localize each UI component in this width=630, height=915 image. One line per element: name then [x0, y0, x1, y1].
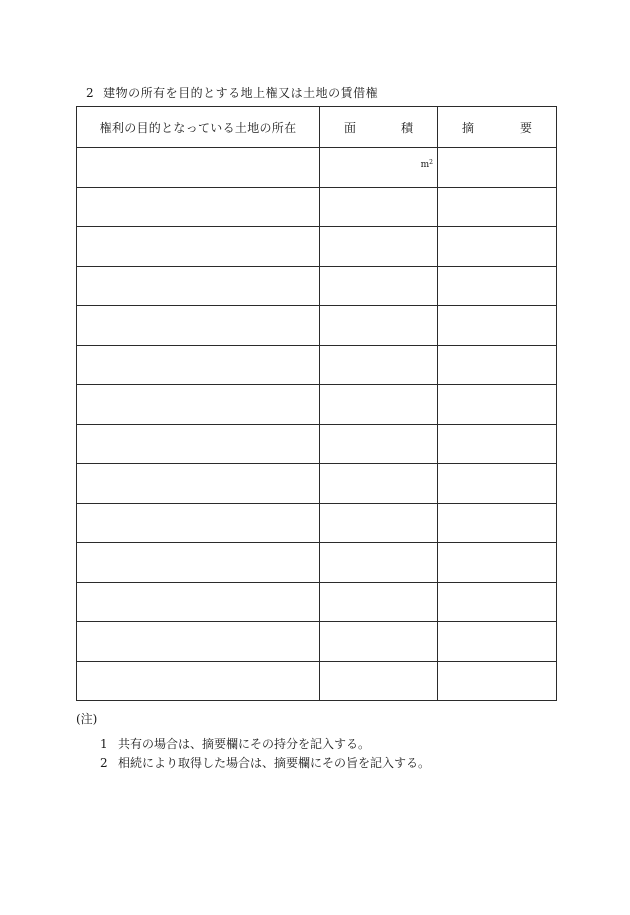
cell-remarks[interactable] — [438, 424, 557, 464]
cell-land-location[interactable] — [77, 424, 320, 464]
table-row — [77, 266, 557, 306]
cell-area[interactable] — [320, 306, 438, 346]
cell-remarks[interactable] — [438, 227, 557, 267]
cell-land-location[interactable] — [77, 661, 320, 701]
note-item — [100, 735, 430, 754]
cell-remarks[interactable] — [438, 622, 557, 662]
table-row — [77, 187, 557, 227]
cell-land-location[interactable] — [77, 503, 320, 543]
cell-area[interactable] — [320, 582, 438, 622]
note-item — [100, 754, 430, 773]
cell-area[interactable] — [320, 543, 438, 583]
land-rights-table — [76, 106, 557, 701]
table-row — [77, 148, 557, 188]
header-remarks-char-2: 要 — [519, 120, 532, 135]
cell-area[interactable] — [320, 503, 438, 543]
area-unit-label — [421, 161, 433, 170]
table-row — [77, 582, 557, 622]
notes-title: (注) — [76, 712, 98, 726]
header-area-char-1: 面 — [344, 120, 357, 135]
cell-remarks[interactable] — [438, 661, 557, 701]
table-row — [77, 385, 557, 425]
cell-area[interactable] — [320, 227, 438, 267]
area-unit-exponent: 2 — [429, 159, 433, 166]
cell-land-location[interactable] — [77, 464, 320, 504]
cell-land-location[interactable] — [77, 582, 320, 622]
cell-land-location[interactable] — [77, 266, 320, 306]
header-remarks — [438, 107, 557, 148]
table-row — [77, 227, 557, 267]
cell-remarks[interactable] — [438, 148, 557, 188]
note-text: 相続により取得した場合は、摘要欄にその旨を記入する。 — [118, 756, 431, 770]
cell-area[interactable] — [320, 385, 438, 425]
cell-area[interactable] — [320, 187, 438, 227]
cell-land-location[interactable] — [77, 543, 320, 583]
table-row — [77, 424, 557, 464]
cell-land-location[interactable] — [77, 148, 320, 188]
cell-area[interactable] — [320, 622, 438, 662]
note-text: 共有の場合は、摘要欄にその持分を記入する。 — [118, 737, 371, 751]
table-row — [77, 622, 557, 662]
header-land-location-label: 権利の目的となっている土地の所在 — [99, 120, 297, 135]
cell-area[interactable] — [320, 345, 438, 385]
cell-remarks[interactable] — [438, 582, 557, 622]
cell-land-location[interactable] — [77, 306, 320, 346]
header-area — [320, 107, 438, 148]
note-number: 1 — [100, 737, 108, 751]
header-area-char-2: 積 — [400, 120, 413, 135]
cell-area[interactable] — [320, 424, 438, 464]
cell-remarks[interactable] — [438, 543, 557, 583]
cell-area[interactable] — [320, 148, 438, 188]
notes-list — [100, 735, 430, 773]
table-row — [77, 503, 557, 543]
cell-remarks[interactable] — [438, 345, 557, 385]
section-number: 2 — [86, 86, 95, 100]
header-land-location — [77, 107, 320, 148]
cell-land-location[interactable] — [77, 227, 320, 267]
cell-area[interactable] — [320, 661, 438, 701]
cell-remarks[interactable] — [438, 306, 557, 346]
cell-area[interactable] — [320, 464, 438, 504]
area-unit-base: m — [420, 160, 430, 170]
cell-remarks[interactable] — [438, 187, 557, 227]
table-body — [77, 148, 557, 701]
cell-land-location[interactable] — [77, 345, 320, 385]
table-header-row — [77, 107, 557, 148]
cell-area[interactable] — [320, 266, 438, 306]
cell-remarks[interactable] — [438, 503, 557, 543]
header-remarks-char-1: 摘 — [462, 120, 475, 135]
cell-land-location[interactable] — [77, 622, 320, 662]
cell-remarks[interactable] — [438, 385, 557, 425]
section-heading — [86, 84, 378, 101]
cell-land-location[interactable] — [77, 187, 320, 227]
table-row — [77, 345, 557, 385]
cell-remarks[interactable] — [438, 266, 557, 306]
section-title: 建物の所有を目的とする地上権又は土地の賃借権 — [103, 86, 379, 100]
table-row — [77, 306, 557, 346]
table-row — [77, 464, 557, 504]
note-number: 2 — [100, 756, 108, 770]
table-row — [77, 543, 557, 583]
cell-land-location[interactable] — [77, 385, 320, 425]
table-row — [77, 661, 557, 701]
cell-remarks[interactable] — [438, 464, 557, 504]
